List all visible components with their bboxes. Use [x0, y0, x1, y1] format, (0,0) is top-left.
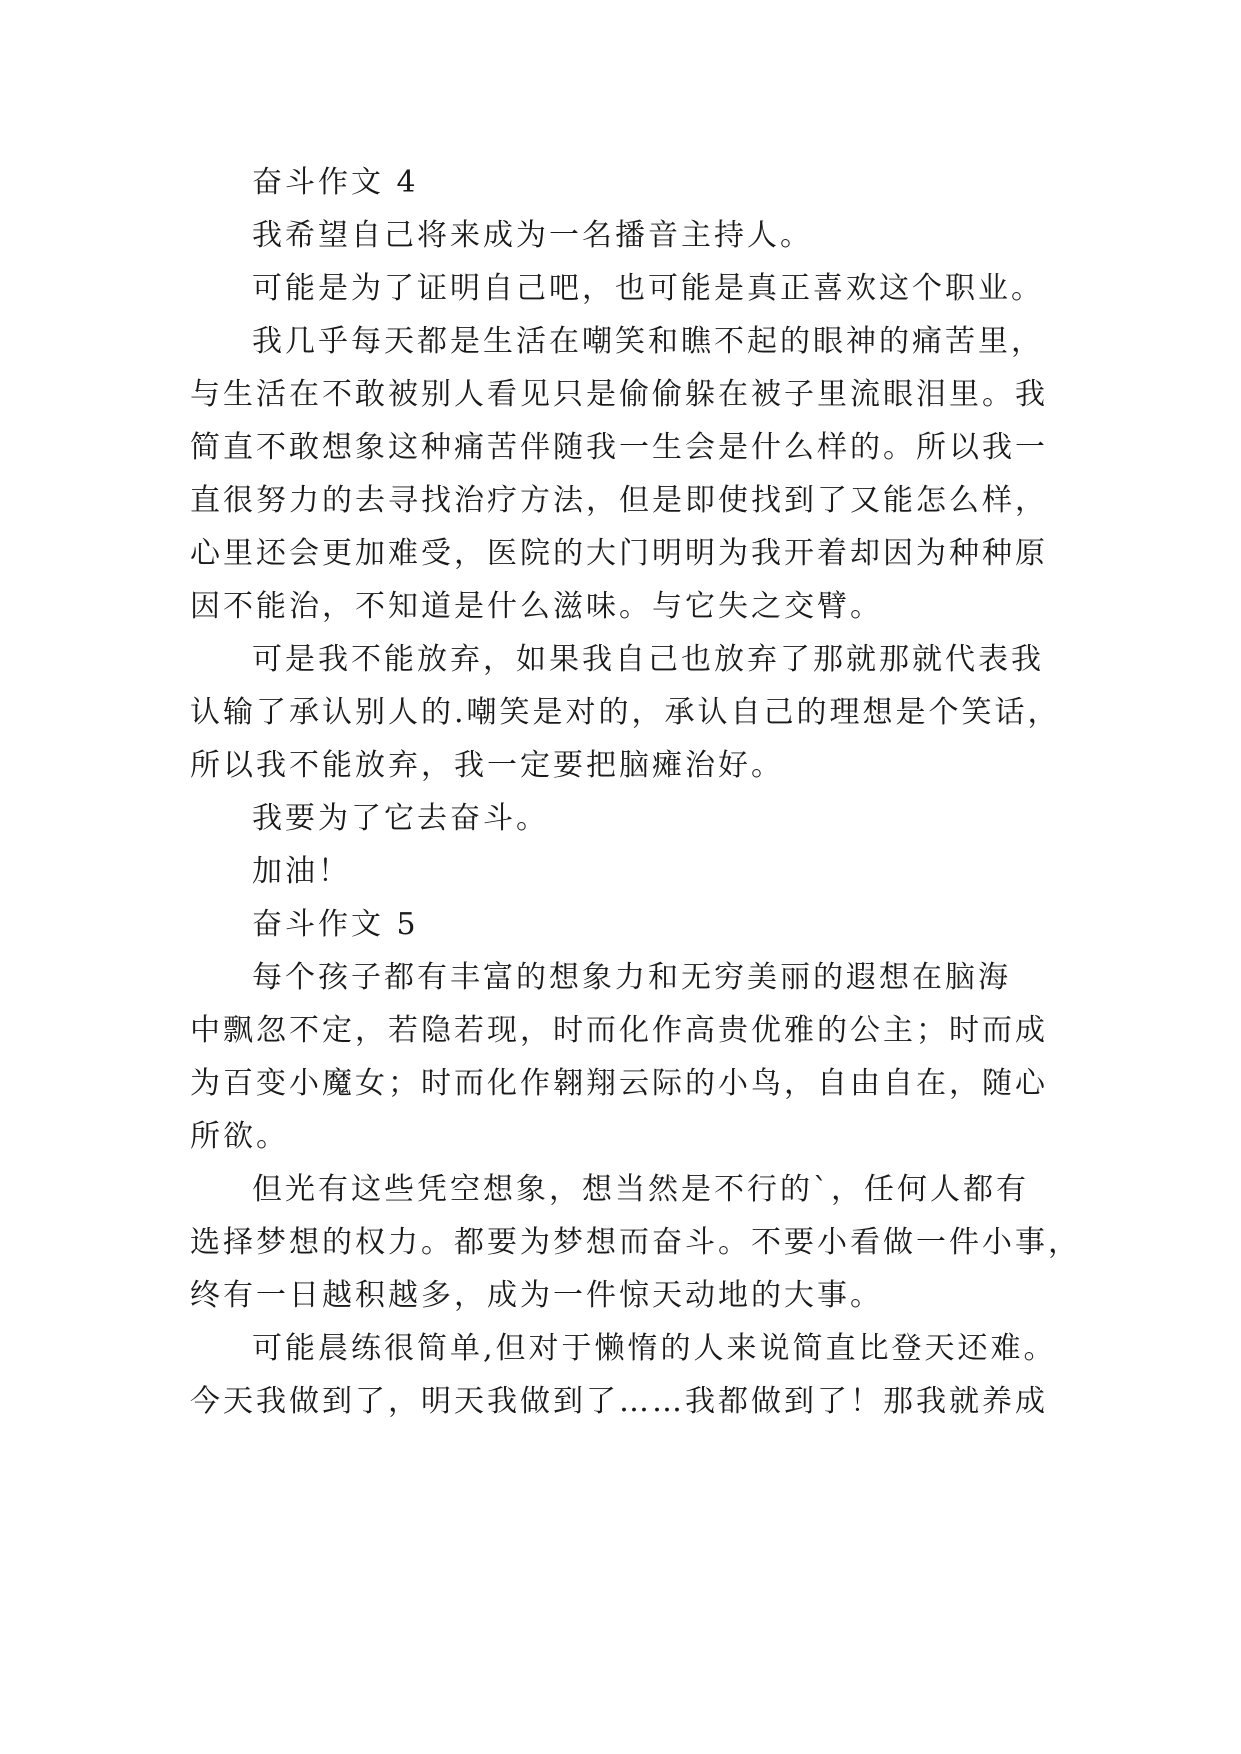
paragraph-line: 每个孩子都有丰富的想象力和无穷美丽的遐想在脑海: [252, 960, 1011, 995]
paragraph-line: 选择梦想的权力。都要为梦想而奋斗。不要小看做一件小事，: [190, 1225, 1081, 1260]
paragraph-line: 加油！: [252, 854, 351, 889]
essay-heading-5: 奋斗作文 5: [252, 907, 419, 942]
essay-heading-4: 奋斗作文 4: [252, 165, 419, 200]
paragraph-line: 认输了承认别人的.嘲笑是对的，承认自己的理想是个笑话，: [190, 695, 1061, 730]
paragraph-line: 可能晨练很简单,但对于懒惰的人来说简直比登天还难。: [252, 1331, 1057, 1366]
paragraph-line: 所欲。: [190, 1119, 289, 1154]
paragraph-line: 简直不敢想象这种痛苦伴随我一生会是什么样的。所以我一: [190, 430, 1048, 465]
paragraph-line: 我几乎每天都是生活在嘲笑和瞧不起的眼神的痛苦里，: [252, 324, 1044, 359]
paragraph-line: 为百变小魔女；时而化作翱翔云际的小鸟，自由自在，随心: [190, 1066, 1048, 1101]
paragraph-line: 终有一日越积越多，成为一件惊天动地的大事。: [190, 1278, 883, 1313]
paragraph-line: 但光有这些凭空想象，想当然是不行的`，任何人都有: [252, 1172, 1029, 1207]
paragraph-line: 与生活在不敢被别人看见只是偷偷躲在被子里流眼泪里。我: [190, 377, 1048, 412]
document-body: [190, 156, 1081, 1428]
paragraph-line: 可能是为了证明自己吧，也可能是真正喜欢这个职业。: [252, 271, 1044, 306]
paragraph-line: 中飘忽不定，若隐若现，时而化作高贵优雅的公主；时而成: [190, 1013, 1048, 1048]
paragraph-line: 我希望自己将来成为一名播音主持人。: [252, 218, 813, 253]
paragraph-line: 心里还会更加难受，医院的大门明明为我开着却因为种种原: [190, 536, 1048, 571]
paragraph-line: 因不能治，不知道是什么滋味。与它失之交臂。: [190, 589, 883, 624]
paragraph-line: 今天我做到了，明天我做到了……我都做到了！那我就养成: [190, 1384, 1048, 1419]
paragraph-line: 可是我不能放弃，如果我自己也放弃了那就那就代表我: [252, 642, 1044, 677]
paragraph-line: 我要为了它去奋斗。: [252, 801, 549, 836]
paragraph-line: 直很努力的去寻找治疗方法，但是即使找到了又能怎么样，: [190, 483, 1048, 518]
paragraph-line: 所以我不能放弃，我一定要把脑瘫治好。: [190, 748, 784, 783]
